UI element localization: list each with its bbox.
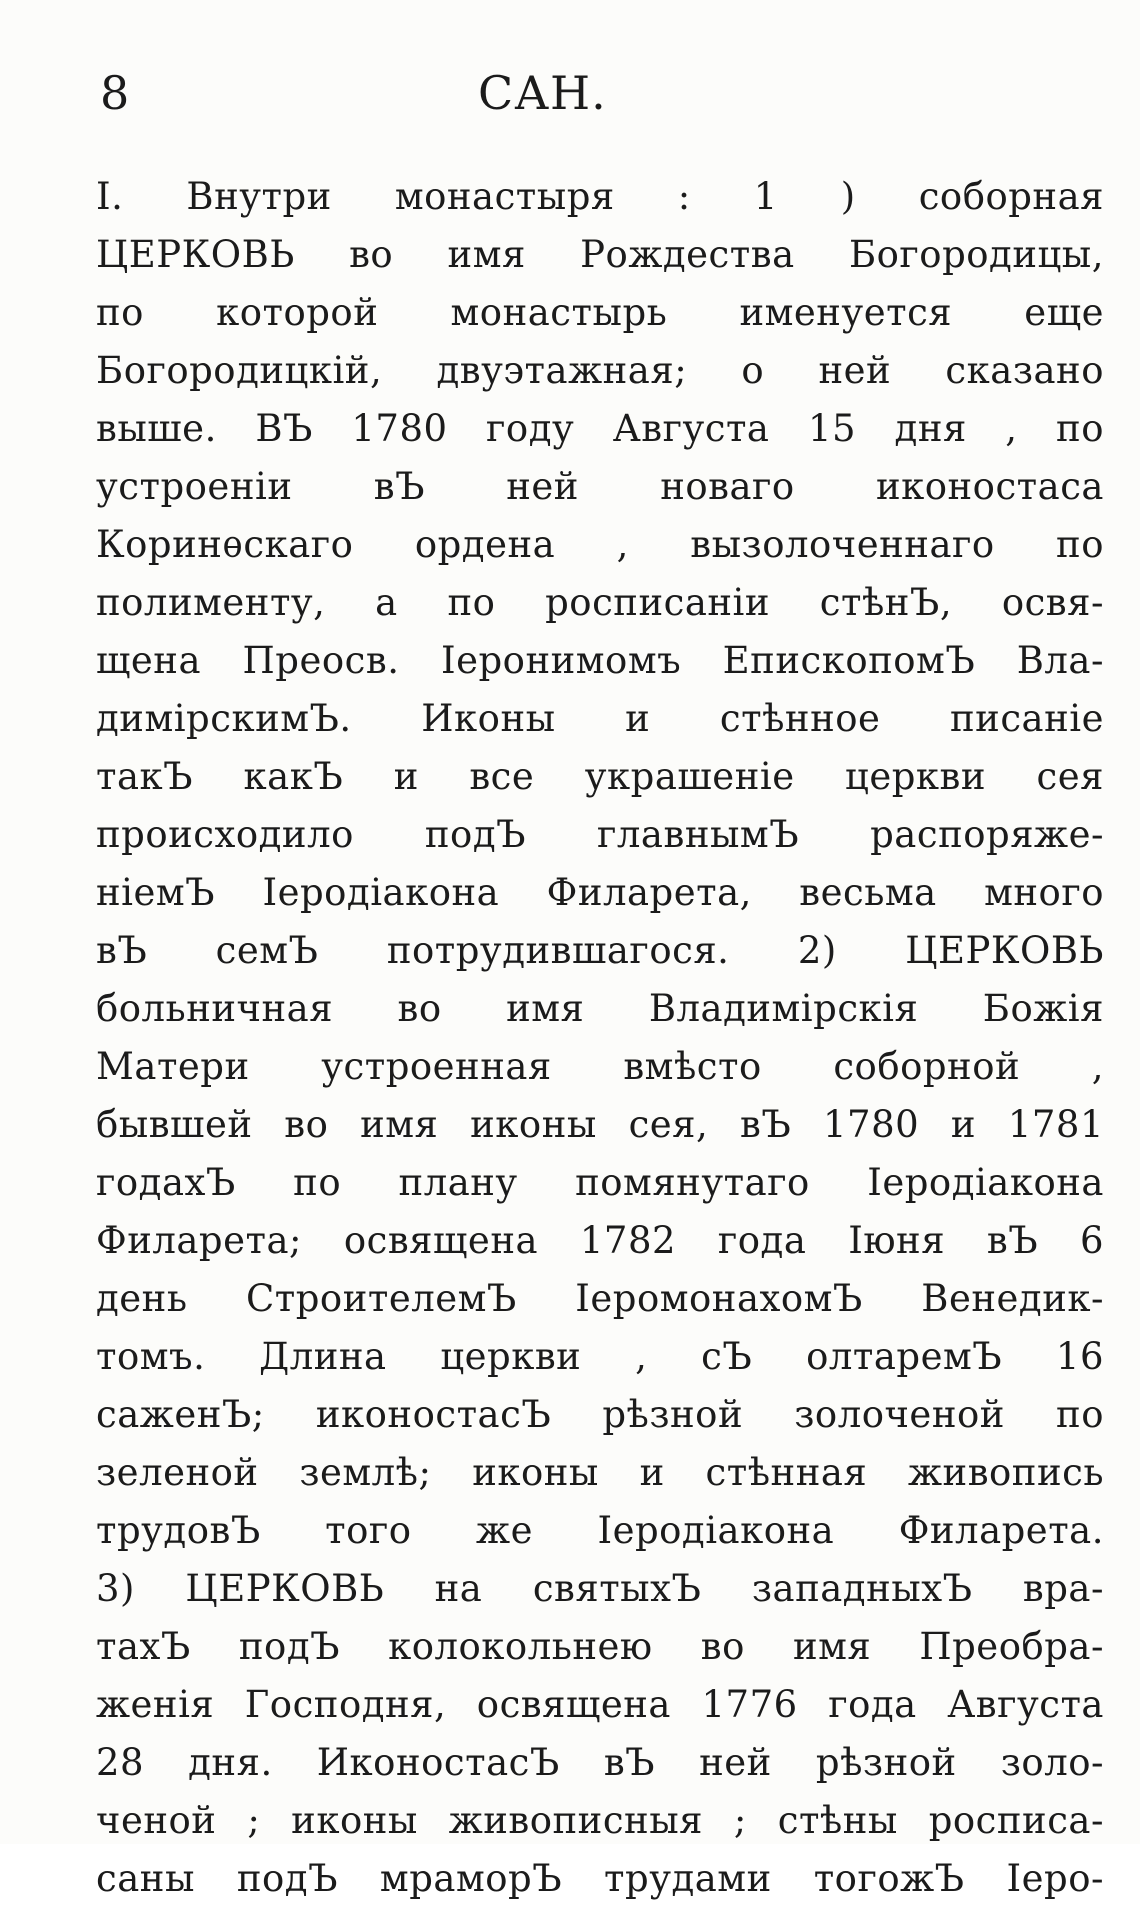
text-line: бывшей во имя иконы сея, вЪ 1780 и 1781 bbox=[96, 1103, 1104, 1146]
text-line: тахЪ подЪ колокольнею во имя Преобра- bbox=[96, 1625, 1104, 1668]
text-line: трудовЪ того же Іеродіакона Филарета. bbox=[96, 1509, 1104, 1552]
text-line: димірскимЪ. Иконы и стѣнное писаніе bbox=[96, 697, 1104, 740]
text-line: полименту, а по росписаніи стѣнЪ, освя- bbox=[96, 581, 1104, 624]
text-line: такЪ какЪ и все украшеніе церкви сея bbox=[96, 755, 1104, 798]
text-line: саженЪ; иконостасЪ рѣзной золоченой по bbox=[96, 1393, 1104, 1436]
text-line: день СтроителемЪ ІеромонахомЪ Венедик- bbox=[96, 1277, 1104, 1320]
text-line: саны подЪ мраморЪ трудами тогожЪ Іеро- bbox=[96, 1857, 1104, 1900]
text-line: зеленой землѣ; иконы и стѣнная живопись bbox=[96, 1451, 1104, 1494]
text-line: Богородицкій, двуэтажная; о ней сказано bbox=[96, 349, 1104, 392]
text-line: 3) ЦЕРКОВЬ на святыхЪ западныхЪ вра- bbox=[96, 1567, 1104, 1610]
text-line: происходило подЪ главнымЪ распоряже- bbox=[96, 813, 1104, 856]
page-number: 8 bbox=[100, 66, 130, 120]
text-line: выше. ВЪ 1780 году Августа 15 дня , по bbox=[96, 407, 1104, 450]
text-line: Коринѳскаго ордена , вызолоченнаго по bbox=[96, 523, 1104, 566]
text-line: ченой ; иконы живописныя ; стѣны росписа- bbox=[96, 1799, 1104, 1842]
text-line: ЦЕРКОВЬ во имя Рождества Богородицы, bbox=[96, 233, 1104, 276]
text-line: щена Преосв. Іеронимомъ ЕпископомЪ Вла- bbox=[96, 639, 1104, 682]
text-line: годахЪ по плану помянутаго Іеродіакона bbox=[96, 1161, 1104, 1204]
text-line: Филарета; освящена 1782 года Іюня вЪ 6 bbox=[96, 1219, 1104, 1262]
text-line: устроеніи вЪ ней новаго иконостаса bbox=[96, 465, 1104, 508]
text-line: вЪ семЪ потрудившагося. 2) ЦЕРКОВЬ bbox=[96, 929, 1104, 972]
body-text bbox=[96, 168, 1104, 1908]
text-line: ніемЪ Іеродіакона Филарета, весьма много bbox=[96, 871, 1104, 914]
running-head: САН. bbox=[478, 66, 607, 120]
text-line: I. Внутри монастыря : 1 ) соборная bbox=[96, 175, 1104, 218]
page-header bbox=[0, 58, 1140, 128]
text-line: женія Господня, освящена 1776 года Августа bbox=[96, 1683, 1104, 1726]
text-line: больничная во имя Владимірскія Божія bbox=[96, 987, 1104, 1030]
text-line: томъ. Длина церкви , сЪ олтаремЪ 16 bbox=[96, 1335, 1104, 1378]
text-line: 28 дня. ИконостасЪ вЪ ней рѣзной золо- bbox=[96, 1741, 1104, 1784]
text-line: Матери устроенная вмѣсто соборной , bbox=[96, 1045, 1104, 1088]
text-line: по которой монастырь именуется еще bbox=[96, 291, 1104, 334]
